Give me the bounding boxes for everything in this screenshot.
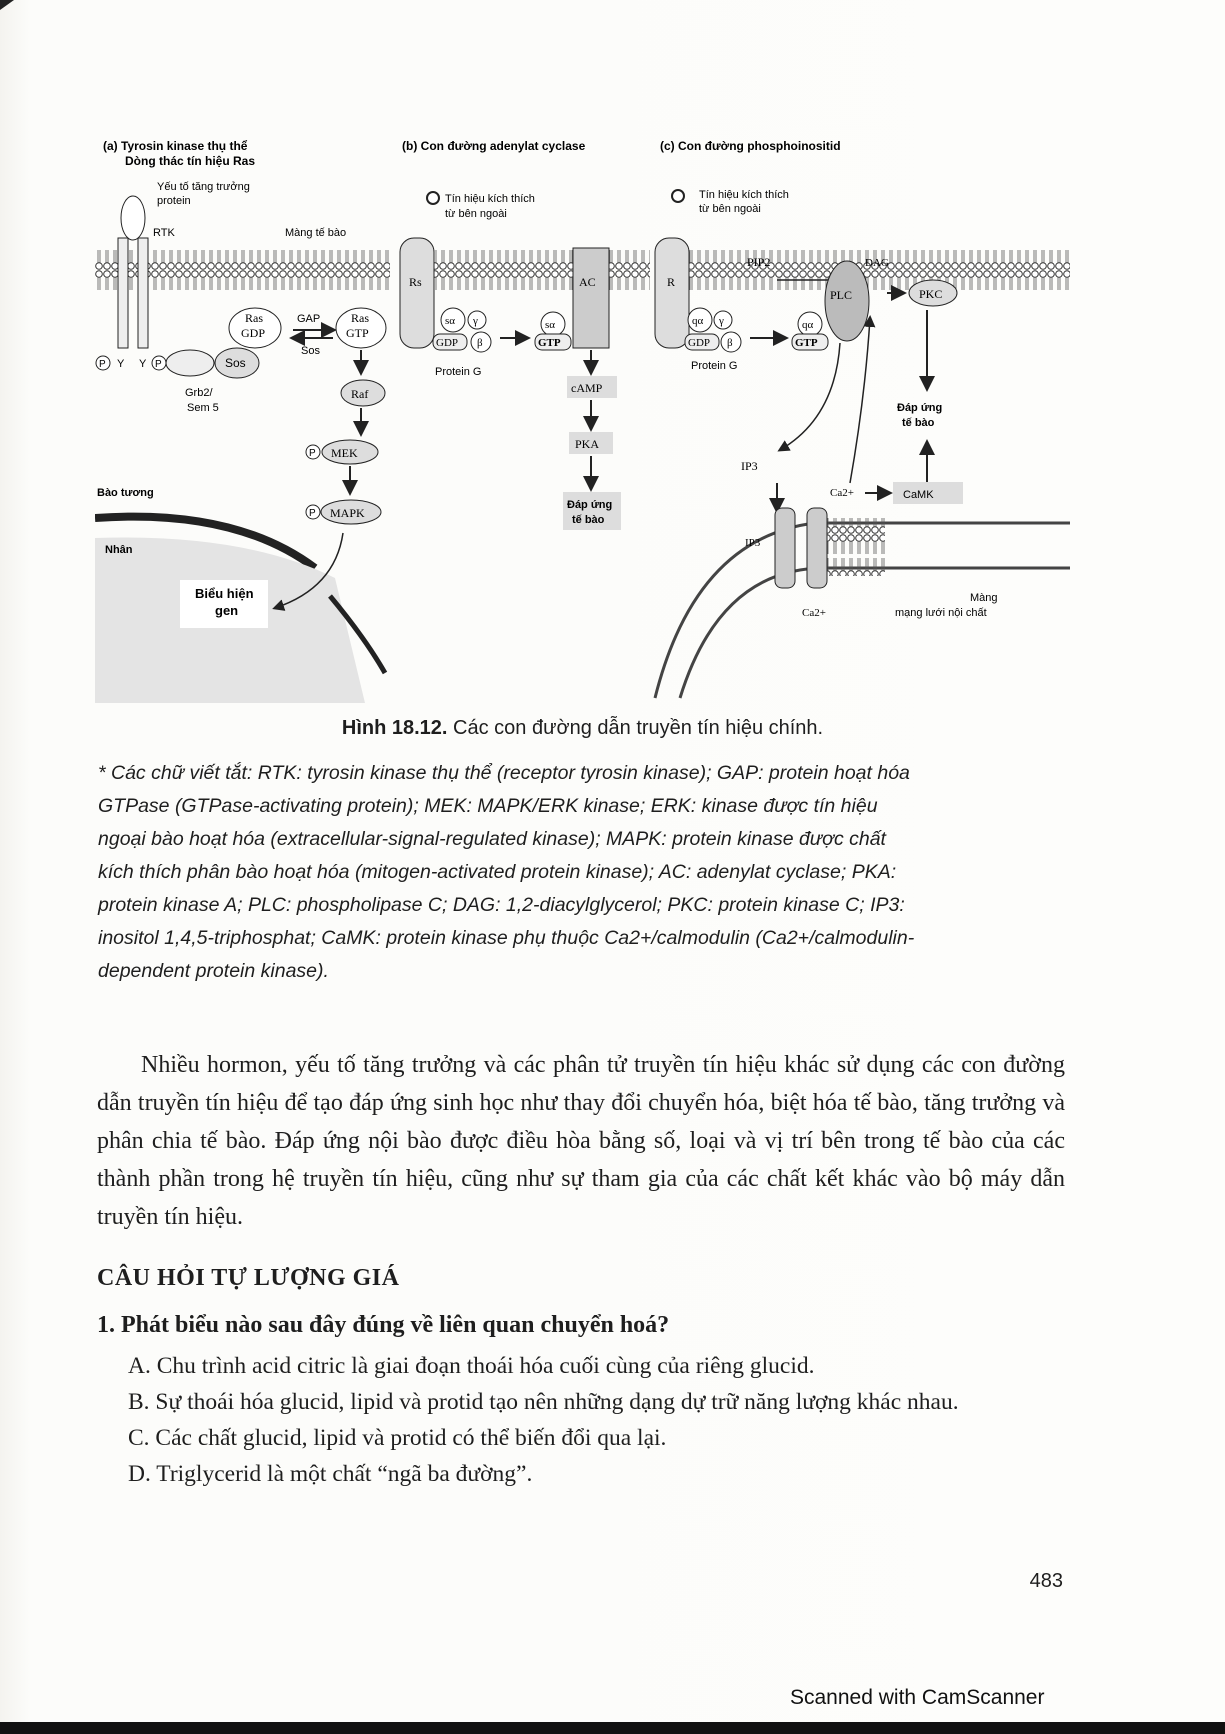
grb2-shape: [166, 350, 214, 376]
rtk-label: RTK: [153, 227, 175, 239]
er-label-1: Màng: [970, 592, 998, 604]
grb2-label-1: Grb2/: [185, 387, 213, 399]
raf-label: Raf: [351, 387, 369, 401]
response-c-label-2: tế bào: [902, 417, 935, 429]
sos-label: Sos: [225, 356, 246, 370]
beta-b-label: β: [477, 337, 483, 349]
bottom-bar: [0, 1722, 1225, 1734]
ip3-receptor-right: [807, 508, 827, 588]
pkc-label: PKC: [919, 287, 943, 301]
gene-expr-label-1: Biểu hiện: [195, 586, 254, 601]
option-c: C. Các chất glucid, lipid và protid có thể biến đổi qua lại.: [128, 1425, 667, 1451]
ca-label: Ca2+: [830, 487, 854, 499]
signal-c-ligand: [672, 190, 684, 202]
ras-gdp-label-2: GDP: [241, 326, 266, 340]
panel-b-title: (b) Con đường adenylat cyclase: [402, 139, 586, 153]
signal-c-label-1: Tín hiệu kích thích: [699, 189, 789, 201]
abbr-line-7: dependent protein kinase).: [98, 960, 329, 982]
panel-a-title-1: (a) Tyrosin kinase thụ thể: [103, 139, 248, 153]
corner-mark: [0, 0, 14, 10]
pka-label: PKA: [575, 437, 600, 451]
er-label-2: mạng lưới nội chất: [895, 607, 987, 619]
option-b: B. Sự thoái hóa glucid, lipid và protid tạo nên những dạng dự trữ năng lượng khác nhau.: [128, 1389, 959, 1415]
rtk-left-chain: [118, 238, 128, 348]
camp-label: cAMP: [571, 381, 603, 395]
abbr-line-1: * Các chữ viết tắt: RTK: tyrosin kinase thụ thể (receptor tyrosin kinase); GAP: protein hoạt hóa: [98, 762, 910, 784]
protein-g-b-label: Protein G: [435, 366, 482, 378]
panel-a-title-2: Dòng thác tín hiệu Ras: [125, 154, 256, 168]
growth-factor-shape: [121, 196, 145, 240]
ras-gtp-label-1: Ras: [351, 311, 369, 325]
panel-c-title: (c) Con đường phosphoinositid: [660, 139, 841, 153]
ip3-bound-label: IP3: [745, 537, 761, 549]
caption-label: Hình 18.12.: [341, 717, 448, 739]
gap-label: GAP: [297, 313, 321, 325]
signal-c-label-2: từ bên ngoài: [699, 203, 761, 215]
beta-c-label: β: [727, 337, 733, 349]
er-membrane-inner: [680, 568, 1070, 698]
nucleus-label: Nhân: [105, 544, 133, 556]
rs-receptor: [400, 238, 434, 348]
pip2-label: PIP2: [747, 255, 771, 269]
abbr-line-4: kích thích phân bào hoạt hóa (mitogen-activated protein kinase); AC: adenylat cyclase; PKA:: [98, 861, 897, 883]
body-paragraph: Nhiều hormon, yếu tố tăng trưởng và các phân tử truyền tín hiệu khác sử dụng các con đường dẫn truyền tín hiệu để tạo đáp ứng sinh học như thay đổi chuyển hóa, biệt hóa tế bào, tăng trưởng và phân chia tế bào. Đáp ứng nội bào được điều hòa bằng số, loại và vị trí bên trong tế bào của các thành phần trong hệ truyền tín hiệu, cũng như sự tham gia của các chất kết khác vào bộ máy dẫn truyền tín hiệu.: [97, 1052, 1065, 1230]
option-d: D. Triglycerid là một chất “ngã ba đường”.: [128, 1461, 533, 1487]
gdp-b-label: GDP: [436, 337, 459, 349]
pathway-diagram: [95, 138, 1070, 703]
gdp-c-label: GDP: [688, 337, 711, 349]
question-1-options: [128, 1348, 1068, 1492]
ac-label: AC: [579, 275, 596, 289]
arrow-plc-ip3: [780, 343, 840, 450]
signal-b-ligand: [427, 192, 439, 204]
s-alpha-active-label: sα: [545, 319, 556, 331]
gtp-c-label: GTP: [795, 337, 818, 349]
gtp-b-label: GTP: [538, 337, 561, 349]
plc-label: PLC: [830, 288, 853, 302]
section-heading: CÂU HỎI TỰ LƯỢNG GIÁ: [97, 1265, 400, 1291]
question-1: 1. Phát biểu nào sau đây đúng về liên quan chuyển hoá?: [97, 1312, 670, 1338]
signal-b-label-2: từ bên ngoài: [445, 208, 507, 220]
figure-caption: [95, 717, 1070, 740]
figure-signaling-pathways: [95, 138, 1070, 703]
sos-small-label: Sos: [301, 345, 320, 357]
response-c-label-1: Đáp ứng: [897, 402, 943, 414]
rtk-right-chain: [138, 238, 148, 348]
option-a: A. Chu trình acid citric là giai đoạn thoái hóa cuối cùng của riêng glucid.: [128, 1353, 815, 1379]
ras-gdp-label-1: Ras: [245, 311, 263, 325]
ip3-receptor-left: [775, 508, 795, 588]
ip3-label: IP3: [741, 459, 758, 473]
scanner-watermark: Scanned with CamScanner: [790, 1686, 1045, 1709]
phospho-label-1: P: [99, 359, 106, 370]
s-alpha-label: sα: [445, 315, 456, 327]
abbr-line-2: GTPase (GTPase-activating protein); MEK: MAPK/ERK kinase; ERK: kinase được tín hiệu: [98, 795, 878, 817]
gamma-c-label: γ: [719, 315, 724, 327]
dag-label: DAG: [865, 257, 889, 269]
q-alpha-label: qα: [692, 315, 704, 327]
grb2-label-2: Sem 5: [187, 402, 219, 414]
r-label: R: [667, 275, 676, 289]
abbr-line-6: inositol 1,4,5-triphosphat; CaMK: protein kinase phụ thuộc Ca2+/calmodulin (Ca2+/calmodulin-: [98, 927, 915, 949]
phospho-label-2: P: [155, 359, 162, 370]
gamma-label: γ: [473, 315, 478, 327]
protein-g-c-label: Protein G: [691, 360, 738, 372]
ras-gtp-label-2: GTP: [346, 326, 369, 340]
page-number: 483: [1029, 1570, 1063, 1592]
arrow-ca-pkc: [850, 318, 870, 483]
growth-factor-label-1: Yếu tố tăng trưởng: [157, 181, 250, 193]
abbr-line-3: ngoại bào hoạt hóa (extracellular-signal-regulated kinase); MAPK: protein kinase được chất: [98, 828, 886, 850]
response-b-label-1: Đáp ứng: [567, 499, 613, 511]
phospho-label-mapk: P: [309, 508, 316, 519]
mapk-label: MAPK: [330, 506, 365, 520]
mek-label: MEK: [331, 446, 358, 460]
phospho-label-mek: P: [309, 448, 316, 459]
y-label-1: Y: [117, 358, 125, 370]
abbreviations-note: [98, 757, 1043, 988]
growth-factor-label-2: protein: [157, 195, 191, 207]
q-alpha-active-label: qα: [802, 319, 814, 331]
rs-label: Rs: [409, 275, 422, 289]
signal-b-label-1: Tín hiệu kích thích: [445, 193, 535, 205]
camk-label: CaMK: [903, 489, 934, 501]
membrane-b: [400, 248, 650, 292]
caption-text: Các con đường dẫn truyền tín hiệu chính.: [447, 717, 824, 739]
cytosol-label: Bào tương: [97, 487, 154, 499]
abbr-line-5: protein kinase A; PLC: phospholipase C; DAG: 1,2-diacylglycerol; PKC: protein kinase C; IP3:: [98, 894, 905, 916]
response-b-label-2: tế bào: [572, 514, 605, 526]
ac-enzyme: [573, 248, 609, 348]
membrane-label: Màng tế bào: [285, 227, 347, 239]
gene-expr-label-2: gen: [215, 603, 239, 618]
ca-er-label: Ca2+: [802, 607, 826, 619]
r-receptor: [655, 238, 689, 348]
y-label-2: Y: [139, 358, 147, 370]
